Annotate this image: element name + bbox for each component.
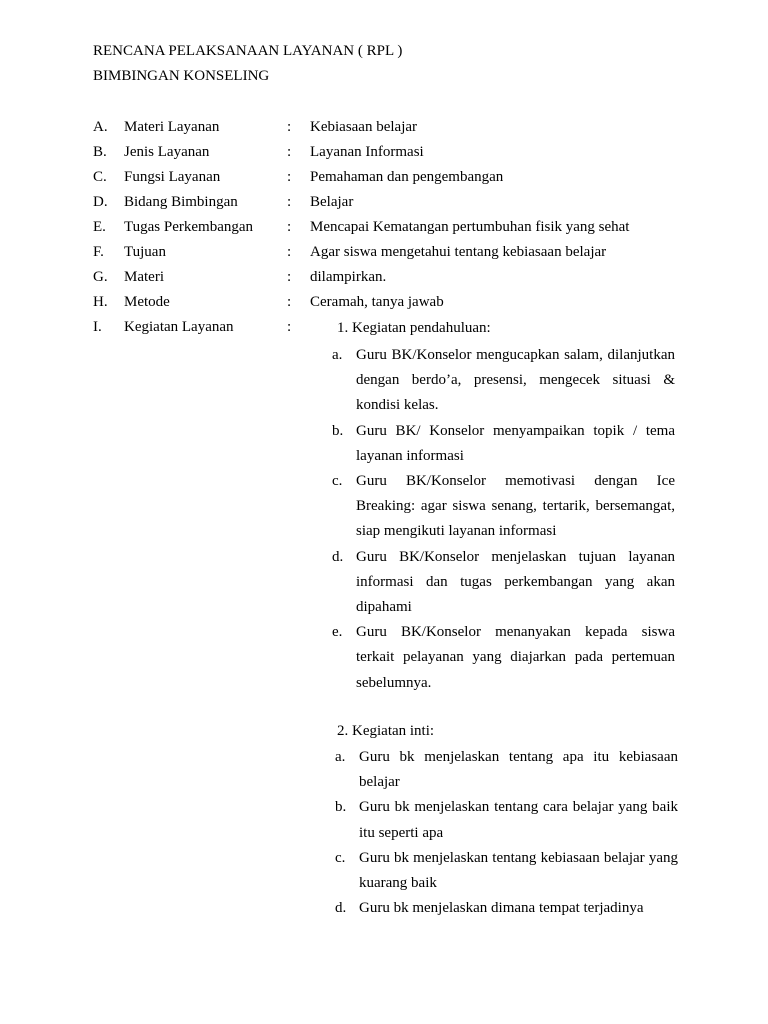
list-item-letter: d. <box>335 900 347 917</box>
field-row-fungsi-layanan <box>93 166 693 191</box>
list-item-letter: a. <box>335 749 346 765</box>
field-colon: : <box>287 194 292 210</box>
field-label: Jenis Layanan <box>124 144 210 160</box>
list-item-letter: b. <box>332 422 344 439</box>
list-item-text: Guru bk menjelaskan tentang kebiasaan belajar yang kuarang baik <box>359 849 678 892</box>
list-item-text: Guru bk menjelaskan dimana tempat terjadinya <box>359 900 644 917</box>
field-letter: C. <box>93 169 107 185</box>
list-item <box>332 469 675 545</box>
list-item-letter: d. <box>332 548 344 565</box>
field-value: Layanan Informasi <box>310 144 424 160</box>
field-row-bidang-bimbingan <box>93 191 693 216</box>
list-item <box>335 795 678 845</box>
list-item-letter: a. <box>332 347 343 363</box>
field-value: Belajar <box>310 194 354 210</box>
list-item-text: Guru bk menjelaskan tentang cara belajar yang baik itu seperti apa <box>359 799 678 841</box>
field-colon: : <box>287 294 292 310</box>
list-item <box>332 545 675 621</box>
list-item <box>332 620 675 696</box>
list-item-text: Guru BK/Konselor mengucapkan salam, dilanjutkan dengan berdo’a, presensi, mengecek situasi & kondisi kelas. <box>356 347 675 414</box>
section-heading-pendahuluan: 1. Kegiatan pendahuluan: <box>337 320 491 336</box>
field-row-tujuan <box>93 241 693 266</box>
field-label: Materi Layanan <box>124 119 220 135</box>
field-colon: : <box>287 144 292 160</box>
list-item-text: Guru bk menjelaskan tentang apa itu kebiasaan belajar <box>359 749 678 791</box>
field-label: Fungsi Layanan <box>124 169 221 185</box>
field-label: Tujuan <box>124 244 166 260</box>
field-letter: F. <box>93 244 104 260</box>
field-row-materi <box>93 266 693 291</box>
list-item <box>335 745 678 795</box>
field-label: Kegiatan Layanan <box>124 319 234 335</box>
list-item-letter: e. <box>332 624 343 641</box>
field-letter: I. <box>93 319 102 335</box>
field-value: Pemahaman dan pengembangan <box>310 169 504 185</box>
list-item-text: Guru BK/Konselor menanyakan kepada siswa terkait pelayanan yang diajarkan pada pertemuan sebelumnya. <box>356 624 675 691</box>
list-item-letter: b. <box>335 799 347 816</box>
section-heading-inti: 2. Kegiatan inti: <box>337 723 435 739</box>
list-item-text: Guru BK/Konselor memotivasi dengan Ice Breaking: agar siswa senang, tertarik, bersemangat, siap mengikuti layanan informasi <box>356 473 675 540</box>
field-row-jenis-layanan <box>93 141 693 166</box>
field-row-metode <box>93 291 693 316</box>
list-item <box>332 419 675 469</box>
field-colon: : <box>287 319 292 335</box>
inti-list <box>335 745 678 921</box>
field-value: Kebiasaan belajar <box>310 119 418 135</box>
field-colon: : <box>287 119 292 135</box>
field-label: Bidang Bimbingan <box>124 194 238 210</box>
field-value: Mencapai Kematangan pertumbuhan fisik yang sehat <box>310 219 630 235</box>
field-label: Tugas Perkembangan <box>124 219 254 235</box>
field-value: dilampirkan. <box>310 269 387 285</box>
field-row-materi-layanan <box>93 116 693 141</box>
field-colon: : <box>287 244 292 260</box>
document-subtitle: BIMBINGAN KONSELING <box>93 68 270 84</box>
list-item-letter: c. <box>332 473 343 490</box>
field-list <box>93 116 693 341</box>
field-letter: D. <box>93 194 108 210</box>
field-colon: : <box>287 169 292 185</box>
field-value: Ceramah, tanya jawab <box>310 294 444 310</box>
field-row-tugas-perkembangan <box>93 216 693 241</box>
field-letter: A. <box>93 119 108 135</box>
field-letter: G. <box>93 269 108 285</box>
document-title: RENCANA PELAKSANAAN LAYANAN ( RPL ) <box>93 43 403 59</box>
field-label: Metode <box>124 294 170 310</box>
field-label: Materi <box>124 269 164 285</box>
list-item <box>332 343 675 419</box>
field-value: Agar siswa mengetahui tentang kebiasaan belajar <box>310 244 607 260</box>
list-item-text: Guru BK/ Konselor menyampaikan topik / tema layanan informasi <box>356 422 675 464</box>
field-colon: : <box>287 269 292 285</box>
pendahuluan-list <box>332 343 675 696</box>
field-letter: H. <box>93 294 108 310</box>
list-item-letter: c. <box>335 849 346 866</box>
field-letter: E. <box>93 219 106 235</box>
list-item-text: Guru BK/Konselor menjelaskan tujuan layanan informasi dan tugas perkembangan yang akan dipahami <box>356 548 675 616</box>
list-item <box>335 846 678 896</box>
field-letter: B. <box>93 144 107 160</box>
field-colon: : <box>287 219 292 235</box>
list-item <box>335 896 678 921</box>
